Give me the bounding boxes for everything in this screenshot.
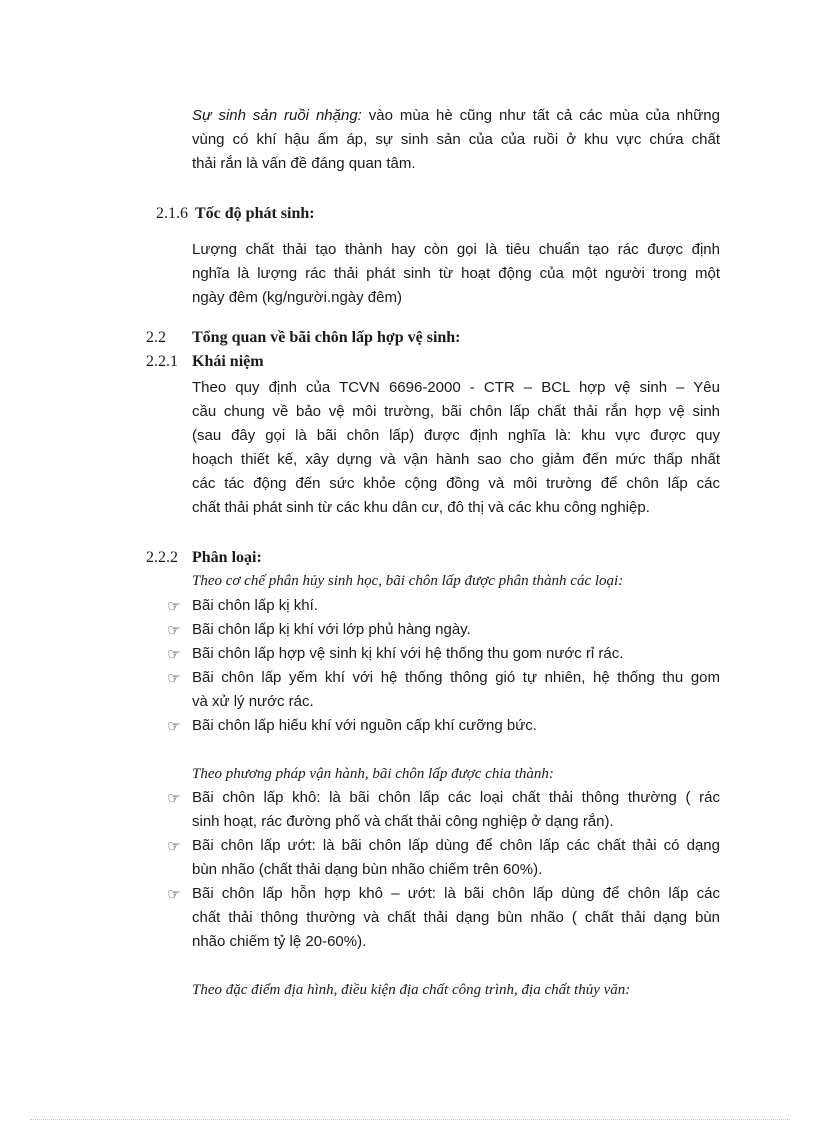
paragraph-line: Lượng chất thải tạo thành hay còn gọi là tiêu chuẩn tạo rác được định [192,241,720,258]
paragraph-line: vùng có khí hậu ấm áp, sự sinh sản của của ruồi ở khu vực chứa chất [192,131,720,148]
pointing-hand-bullet-icon: ☞ [167,621,181,639]
list-item: Bãi chôn lấp yếm khí với hệ thống thông gió tự nhiên, hệ thống thu gom [192,669,720,686]
list-item: Bãi chôn lấp khô: là bãi chôn lấp các loại chất thải thông thường ( rác [192,789,720,806]
section-title: Tốc độ phát sinh: [195,205,315,222]
paragraph-line: (sau đây gọi là bãi chôn lấp) được định nghĩa là: khu vực được quy [192,427,720,444]
section-title: Phân loại: [192,549,262,566]
pointing-hand-bullet-icon: ☞ [167,669,181,687]
paragraph-line: ngày đêm (kg/người.ngày đêm) [192,289,402,306]
paragraph-line: hoạch thiết kế, xây dựng và vận hành sao cho giảm đến mức thấp nhất [192,451,720,468]
paragraph-line: nghĩa là lượng rác thải phát sinh từ hoạt động của một người trong một [192,265,720,282]
list-item-continuation: sinh hoạt, rác đường phố và chất thải công nghiệp ở dạng rắn). [192,813,614,830]
section-number: 2.1.6 [156,205,188,222]
pointing-hand-bullet-icon: ☞ [167,885,181,903]
pointing-hand-bullet-icon: ☞ [167,597,181,615]
paragraph-line: Theo quy định của TCVN 6696-2000 - CTR – BCL hợp vệ sinh – Yêu [192,379,720,396]
list-item-continuation: bùn nhão (chất thải dạng bùn nhão chiếm trên 60%). [192,861,543,878]
paragraph-line: các tác động đến sức khỏe cộng đồng và môi trường để chôn lấp các [192,475,720,492]
list-item: Bãi chôn lấp kị khí với lớp phủ hàng ngày. [192,621,471,638]
pointing-hand-bullet-icon: ☞ [167,645,181,663]
list-item-continuation: và xử lý nước rác. [192,693,314,710]
section-number: 2.2.1 [146,353,178,370]
list-intro: Theo cơ chế phân hủy sinh học, bãi chôn lấp được phân thành các loại: [192,573,624,589]
pointing-hand-bullet-icon: ☞ [167,837,181,855]
section-number: 2.2.2 [146,549,178,566]
section-title: Khái niệm [192,353,264,370]
pointing-hand-bullet-icon: ☞ [167,789,181,807]
section-title: Tổng quan về bãi chôn lấp hợp vệ sinh: [192,329,461,346]
list-intro: Theo đặc điểm địa hình, điều kiện địa chất công trình, địa chất thủy văn: [192,982,631,998]
pointing-hand-bullet-icon: ☞ [167,717,181,735]
paragraph-line: thải rắn là vấn đề đáng quan tâm. [192,155,416,172]
list-item-continuation: chất thải thông thường và chất thải dạng bùn nhão ( chất thải dạng bùn [192,909,720,926]
list-item: Bãi chôn lấp ướt: là bãi chôn lấp dùng để chôn lấp các chất thải có dạng [192,837,720,854]
paragraph-line: chất thải phát sinh từ các khu dân cư, đô thị và các khu công nghiệp. [192,499,650,516]
paragraph-line: cầu chung về bảo vệ môi trường, bãi chôn lấp chất thải rắn hợp vệ sinh [192,403,720,420]
list-item: Bãi chôn lấp hợp vệ sinh kị khí với hệ thống thu gom nước rỉ rác. [192,645,624,662]
list-item: Bãi chôn lấp hỗn hợp khô – ướt: là bãi chôn lấp dùng để chôn lấp các [192,885,720,902]
list-item-continuation: nhão chiếm tỷ lệ 20-60%). [192,933,367,950]
page-bottom-divider [30,1119,790,1120]
section-number: 2.2 [146,329,166,346]
paragraph-line [192,106,720,126]
list-intro: Theo phương pháp vận hành, bãi chôn lấp được chia thành: [192,766,554,782]
italic-lead: Sự sinh sản ruồi nhặng: [192,107,362,124]
list-item: Bãi chôn lấp hiếu khí với nguồn cấp khí cưỡng bức. [192,717,537,734]
list-item: Bãi chôn lấp kị khí. [192,597,318,614]
paragraph-text: vào mùa hè cũng như tất cả các mùa của những [361,107,720,124]
